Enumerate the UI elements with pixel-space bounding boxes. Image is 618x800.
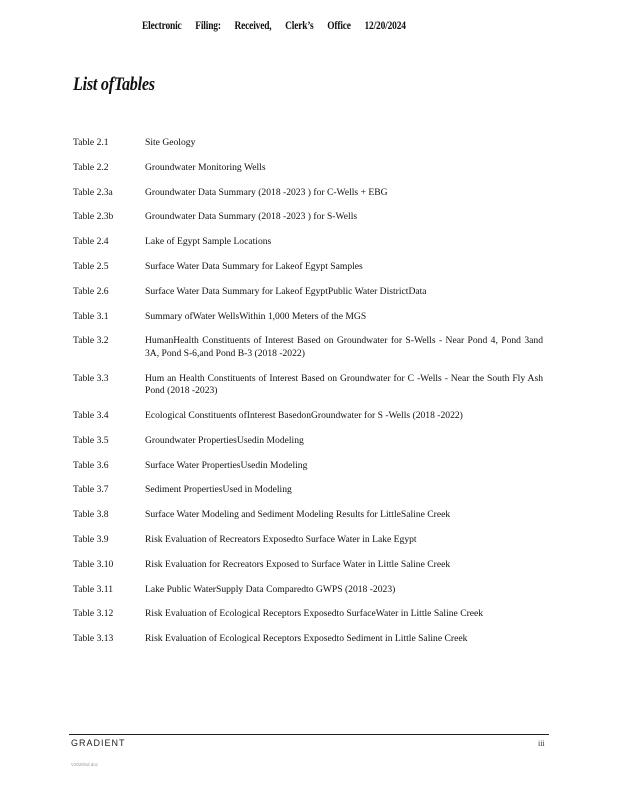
table-caption: Surface Water Data Summary for Lakeof Egypt Samples	[145, 260, 363, 272]
table-entry	[73, 261, 543, 274]
table-entry	[73, 435, 543, 448]
table-caption: HumanHealth Constituents of Interest Based on Groundwater for S-Wells - Near Pond 4, Pond 3and 3A, Pond S-6,and Pond B-3 (2018 -2022)	[145, 335, 543, 359]
table-number: Table 2.1	[73, 137, 109, 148]
table-entry	[73, 534, 543, 547]
table-entry	[73, 187, 543, 200]
table-entry	[73, 373, 543, 398]
table-number: Table 3.4	[73, 409, 109, 421]
table-caption: Groundwater Monitoring Wells	[145, 161, 266, 173]
table-entry	[73, 509, 543, 522]
table-caption: Risk Evaluation of Ecological Receptors Exposedto SurfaceWater in Little Saline Creek	[145, 608, 484, 620]
table-entry	[73, 460, 543, 473]
table-caption: Risk Evaluation of Recreators Exposedto Surface Water in Lake Egypt	[145, 533, 417, 545]
table-entry	[73, 484, 543, 497]
table-number: Table 3.9	[73, 533, 109, 545]
page-title: List ofTables	[73, 74, 155, 95]
footer-divider	[69, 734, 549, 735]
table-caption: Lake Public WaterSupply Data Comparedto GWPS (2018 -2023)	[145, 583, 396, 595]
table-number: Table 2.3a	[73, 186, 113, 198]
table-entry	[73, 137, 543, 150]
table-number: Table 2.3b	[73, 211, 114, 223]
list-of-tables	[73, 137, 543, 658]
filing-header: Electronic Filing: Received, Clerk’s Office 12/20/2024	[142, 20, 406, 32]
table-caption: Groundwater PropertiesUsedin Modeling	[145, 434, 304, 446]
table-caption: Site Geology	[145, 137, 196, 148]
table-number: Table 2.5	[73, 260, 109, 272]
table-entry	[73, 335, 543, 360]
table-number: Table 3.2	[73, 335, 109, 347]
table-caption: Surface Water PropertiesUsedin Modeling	[145, 459, 308, 471]
table-number: Table 3.3	[73, 372, 109, 384]
table-number: Table 3.1	[73, 310, 109, 322]
table-entry	[73, 608, 543, 621]
table-number: Table 3.10	[73, 558, 114, 570]
table-entry	[73, 633, 543, 646]
table-number: Table 3.6	[73, 459, 109, 471]
table-caption: Sediment PropertiesUsed in Modeling	[145, 484, 292, 496]
table-entry	[73, 236, 543, 249]
page-number: iii	[538, 739, 545, 748]
table-entry	[73, 286, 543, 299]
table-entry	[73, 584, 543, 597]
table-number: Table 3.12	[73, 608, 114, 620]
table-entry	[73, 211, 543, 224]
table-entry	[73, 162, 543, 175]
table-caption: Risk Evaluation of Ecological Receptors Exposedto Sediment in Little Saline Creek	[145, 633, 468, 645]
company-logo: GRADIENT	[71, 738, 126, 748]
table-number: Table 3.7	[73, 484, 109, 496]
table-entry	[73, 559, 543, 572]
table-number: Table 2.2	[73, 161, 109, 173]
table-entry	[73, 311, 543, 324]
table-entry	[73, 410, 543, 423]
table-caption: Summary ofWater WellsWithin 1,000 Meters of the MGS	[145, 310, 367, 322]
table-caption: Risk Evaluation for Recreators Exposed to Surface Water in Little Saline Creek	[145, 558, 451, 570]
table-number: Table 3.13	[73, 633, 114, 645]
table-caption: Surface Water Modeling and Sediment Modeling Results for LittleSaline Creek	[145, 509, 451, 521]
table-number: Table 3.5	[73, 434, 109, 446]
table-caption: Surface Water Data Summary for Lakeof EgyptPublic Water DistrictData	[145, 285, 427, 297]
document-code: V2020Sd.doc	[71, 762, 99, 767]
table-number: Table 3.8	[73, 509, 109, 521]
table-caption: Groundwater Data Summary (2018 -2023 ) for C-Wells + EBG	[145, 186, 388, 198]
table-caption: Ecological Constituents ofInterest BasedonGroundwater for S -Wells (2018 -2022)	[145, 409, 463, 421]
table-caption: Hum an Health Constituents of Interest Based on Groundwater for C -Wells - Near the South Fly Ash Pond (2018 -2023)	[145, 372, 543, 397]
table-caption: Lake of Egypt Sample Locations	[145, 236, 272, 248]
table-caption: Groundwater Data Summary (2018 -2023 ) for S-Wells	[145, 211, 358, 223]
table-number: Table 2.6	[73, 285, 109, 297]
table-number: Table 2.4	[73, 236, 109, 248]
table-number: Table 3.11	[73, 583, 113, 595]
